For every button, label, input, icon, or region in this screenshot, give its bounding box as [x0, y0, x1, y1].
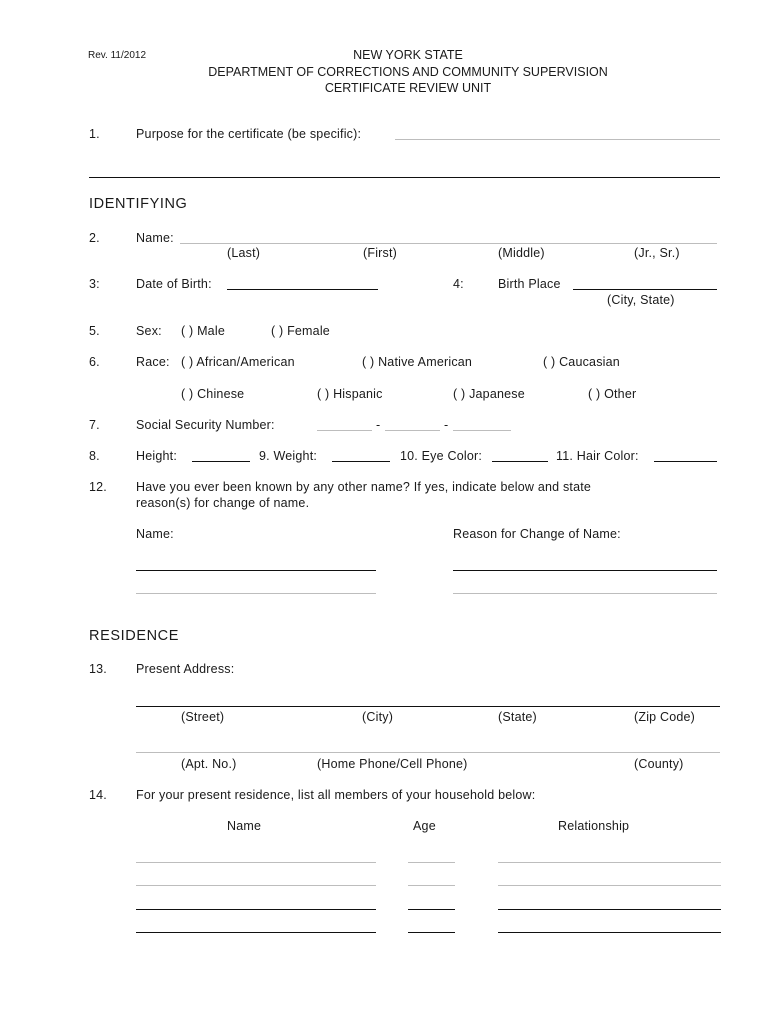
header-state: NEW YORK STATE [353, 48, 463, 62]
race-african-american-checkbox[interactable]: ( ) African/American [181, 355, 295, 369]
household-name-field[interactable] [136, 862, 376, 863]
q12-col-reason: Reason for Change of Name: [453, 527, 621, 541]
name-sub-first: (First) [363, 246, 398, 260]
household-name-field[interactable] [136, 932, 376, 933]
ssn-separator-2: - [444, 418, 449, 432]
q7-label: Social Security Number: [136, 418, 275, 432]
name-change-reason-field-2[interactable] [453, 593, 717, 594]
purpose-field[interactable] [395, 139, 720, 140]
race-caucasian-checkbox[interactable]: ( ) Caucasian [543, 355, 620, 369]
race-other-checkbox[interactable]: ( ) Other [588, 387, 637, 401]
ssn-part1-field[interactable] [317, 430, 372, 431]
household-relationship-field[interactable] [498, 885, 721, 886]
household-name-field[interactable] [136, 909, 376, 910]
hair-color-field[interactable] [654, 461, 717, 462]
household-relationship-field[interactable] [498, 862, 721, 863]
address-sub-zip: (Zip Code) [634, 710, 696, 724]
household-age-field[interactable] [408, 885, 455, 886]
name-sub-suffix: (Jr., Sr.) [634, 246, 680, 260]
sex-female-checkbox[interactable]: ( ) Female [271, 324, 330, 338]
race-chinese-checkbox[interactable]: ( ) Chinese [181, 387, 245, 401]
address-sub-phone: (Home Phone/Cell Phone) [317, 757, 468, 771]
household-age-field[interactable] [408, 909, 455, 910]
header-department: DEPARTMENT OF CORRECTIONS AND COMMUNITY SUPERVISION [208, 65, 608, 79]
header-unit: CERTIFICATE REVIEW UNIT [324, 81, 492, 95]
q6-number: 6. [89, 355, 100, 369]
q9-label: 9. Weight: [259, 449, 318, 463]
eye-color-field[interactable] [492, 461, 548, 462]
q14-label: For your present residence, list all members of your household below: [136, 788, 536, 802]
household-name-field[interactable] [136, 885, 376, 886]
q12-col-name: Name: [136, 527, 174, 541]
birth-place-field[interactable] [573, 289, 717, 290]
household-col-age: Age [413, 819, 436, 833]
ssn-separator-1: - [376, 418, 381, 432]
q14-number: 14. [89, 788, 107, 802]
purpose-field-line2[interactable] [89, 177, 720, 178]
other-name-field-1[interactable] [136, 570, 376, 571]
q10-label: 10. Eye Color: [400, 449, 483, 463]
q12-number: 12. [89, 480, 107, 494]
q5-label: Sex: [136, 324, 162, 338]
other-name-field-2[interactable] [136, 593, 376, 594]
name-sub-middle: (Middle) [498, 246, 545, 260]
ssn-part3-field[interactable] [453, 430, 511, 431]
q8-label: Height: [136, 449, 178, 463]
address-sub-city: (City) [362, 710, 394, 724]
race-hispanic-checkbox[interactable]: ( ) Hispanic [317, 387, 383, 401]
address-street-field[interactable] [136, 706, 720, 707]
height-field[interactable] [192, 461, 250, 462]
address-sub-street: (Street) [181, 710, 225, 724]
q2-label: Name: [136, 231, 174, 245]
name-sub-last: (Last) [227, 246, 261, 260]
q8-number: 8. [89, 449, 100, 463]
q3-number: 3: [89, 277, 100, 291]
section-residence: RESIDENCE [89, 628, 179, 644]
revision-label: Rev. 11/2012 [88, 50, 147, 61]
q13-number: 13. [89, 662, 107, 676]
sex-male-checkbox[interactable]: ( ) Male [181, 324, 225, 338]
q12-text-line1: Have you ever been known by any other name? If yes, indicate below and state [136, 480, 592, 494]
ssn-part2-field[interactable] [385, 430, 440, 431]
date-of-birth-field[interactable] [227, 289, 378, 290]
q12-text-line2: reason(s) for change of name. [136, 496, 310, 510]
q7-number: 7. [89, 418, 100, 432]
weight-field[interactable] [332, 461, 390, 462]
address-apt-phone-field[interactable] [136, 752, 720, 753]
q6-label: Race: [136, 355, 170, 369]
q2-number: 2. [89, 231, 100, 245]
q13-label: Present Address: [136, 662, 235, 676]
name-change-reason-field-1[interactable] [453, 570, 717, 571]
birth-place-sub: (City, State) [607, 293, 675, 307]
household-col-relationship: Relationship [558, 819, 630, 833]
q1-label: Purpose for the certificate (be specific): [136, 127, 362, 141]
q1-number: 1. [89, 127, 100, 141]
q5-number: 5. [89, 324, 100, 338]
household-age-field[interactable] [408, 932, 455, 933]
race-japanese-checkbox[interactable]: ( ) Japanese [453, 387, 525, 401]
name-field[interactable] [180, 243, 717, 244]
household-relationship-field[interactable] [498, 909, 721, 910]
household-col-name: Name [227, 819, 262, 833]
section-identifying: IDENTIFYING [89, 196, 188, 212]
address-sub-apt: (Apt. No.) [181, 757, 237, 771]
household-age-field[interactable] [408, 862, 455, 863]
address-sub-county: (County) [634, 757, 684, 771]
q3-label: Date of Birth: [136, 277, 212, 291]
q4-label: Birth Place [498, 277, 561, 291]
q11-label: 11. Hair Color: [556, 449, 639, 463]
address-sub-state: (State) [498, 710, 537, 724]
household-relationship-field[interactable] [498, 932, 721, 933]
race-native-american-checkbox[interactable]: ( ) Native American [362, 355, 473, 369]
q4-number: 4: [453, 277, 464, 291]
